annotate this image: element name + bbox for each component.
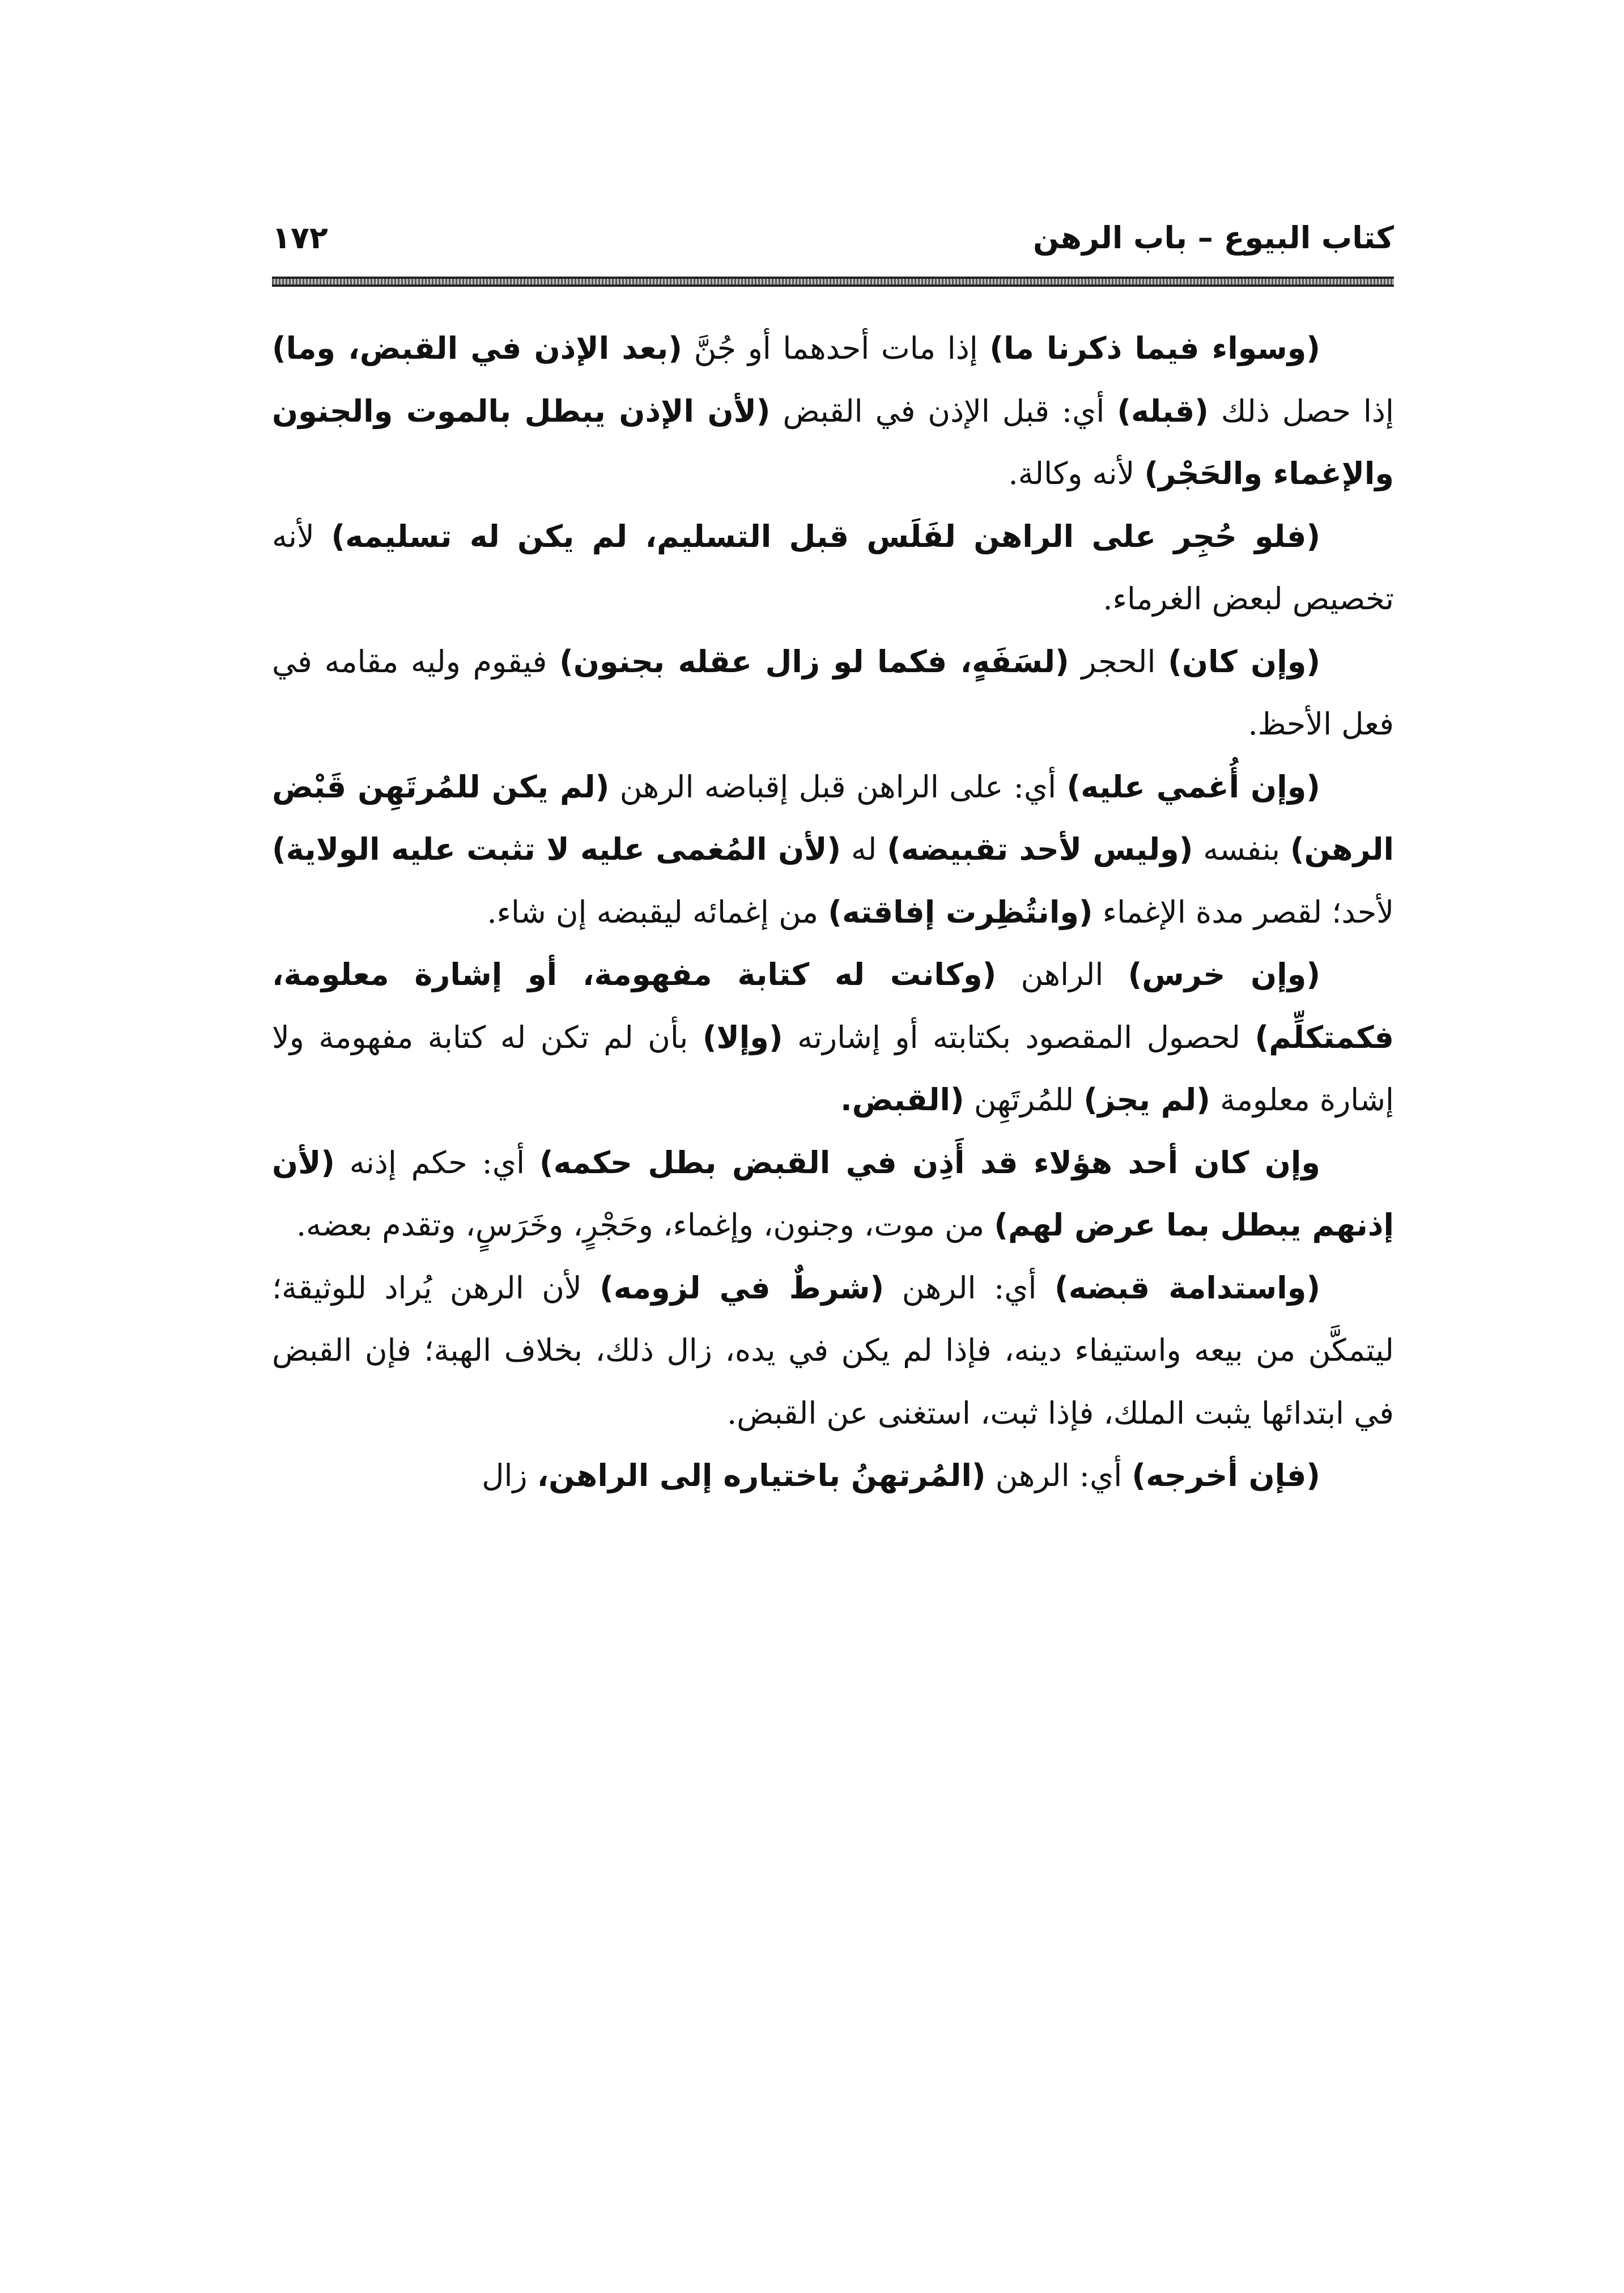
matn-text: (وإلا) bbox=[702, 1019, 783, 1055]
matn-text: (قبله) bbox=[1117, 393, 1209, 429]
commentary-text: لحصول المقصود بكتابته أو إشارته bbox=[783, 1019, 1255, 1055]
commentary-text: أي: الرهن bbox=[884, 1269, 1055, 1306]
matn-text: وإن كان أحد هؤلاء قد أَذِن في القبض بطل حكمه) bbox=[539, 1144, 1321, 1181]
matn-text: (لأن إذنهم يبطل بما عرض لهم) bbox=[272, 1144, 1394, 1243]
paragraph bbox=[272, 944, 1394, 1132]
commentary-text: زال bbox=[482, 1458, 537, 1493]
matn-text: (بعد الإذن في القبض، وما) bbox=[272, 330, 682, 366]
matn-text: (لأن الإذن يبطل بالموت والجنون والإغماء والحَجْر) bbox=[272, 393, 1394, 491]
matn-text: (وليس لأحد تقبيضه) bbox=[887, 831, 1193, 867]
matn-text: (وإن كان) bbox=[1168, 643, 1321, 680]
commentary-text: أي: على الراهن قبل إقباضه الرهن bbox=[609, 768, 1067, 805]
matn-text: (وانتُظِرت إفاقته) bbox=[828, 894, 1093, 930]
commentary-text: لأن الرهن يُراد للوثيقة؛ ليتمكَّن من بيعه واستيفاء دينه، فإذا لم يكن في يده، زال ذلك، بخلاف الهبة؛ فإن القبض في ابتدائها يثبت الملك، فإذا ثبت، استغنى عن القبض. bbox=[272, 1269, 1394, 1431]
commentary-text: من موت، وجنون، وإغماء، وحَجْرٍ، وخَرَسٍ، وتقدم بعضه. bbox=[296, 1207, 994, 1243]
commentary-text: إذا مات أحدهما أو جُنَّ bbox=[682, 330, 990, 366]
paragraph bbox=[272, 1445, 1394, 1508]
page-number: ١٧٢ bbox=[272, 220, 328, 256]
matn-text: (القبض. bbox=[840, 1082, 964, 1118]
commentary-text: إذا حصل ذلك bbox=[1208, 393, 1394, 429]
body-text bbox=[272, 317, 1394, 1508]
commentary-text: له bbox=[841, 831, 887, 867]
commentary-text: أي: حكم إذنه bbox=[334, 1144, 539, 1181]
matn-text: (لسَفَهٍ، فكما لو زال عقله بجنون) bbox=[559, 643, 1069, 680]
matn-text: (واستدامة قبضه) bbox=[1055, 1269, 1321, 1306]
matn-text: (لم يجز) bbox=[1083, 1082, 1210, 1118]
paragraph bbox=[272, 317, 1394, 506]
commentary-text: للمُرتَهِن bbox=[964, 1082, 1084, 1118]
header-rule bbox=[272, 277, 1394, 287]
matn-text: (وكانت له كتابة مفهومة، أو إشارة معلومة، فكمتكلِّم) bbox=[272, 957, 1394, 1055]
commentary-text: بأن لم تكن له كتابة مفهومة ولا إشارة معلومة bbox=[272, 1019, 1394, 1118]
matn-text: (وإن خرس) bbox=[1128, 957, 1321, 992]
commentary-text: لأنه وكالة. bbox=[1008, 456, 1145, 491]
paragraph bbox=[272, 1132, 1394, 1257]
matn-text: (المُرتهنُ باختياره إلى الراهن، bbox=[537, 1458, 986, 1493]
matn-text: (شرطٌ في لزومه) bbox=[600, 1269, 885, 1306]
page-header bbox=[272, 210, 1394, 266]
commentary-text: من إغمائه ليقبضه إن شاء. bbox=[487, 894, 828, 930]
commentary-text: لأنه تخصيص لبعض الغرماء. bbox=[272, 518, 1394, 617]
running-title: كتاب البيوع – باب الرهن bbox=[1032, 220, 1394, 256]
commentary-text: الراهن bbox=[996, 957, 1128, 992]
commentary-text: أي: الرهن bbox=[985, 1458, 1132, 1493]
commentary-text: الحجر bbox=[1069, 643, 1168, 680]
matn-text: (فإن أخرجه) bbox=[1132, 1458, 1320, 1493]
paragraph bbox=[272, 631, 1394, 756]
matn-text: (وإن أُغمي عليه) bbox=[1066, 768, 1320, 805]
paragraph bbox=[272, 506, 1394, 631]
commentary-text: فيقوم وليه مقامه في فعل الأحظ. bbox=[272, 643, 1394, 742]
commentary-text: أي: قبل الإذن في القبض bbox=[770, 393, 1117, 429]
commentary-text: بنفسه bbox=[1193, 831, 1290, 867]
matn-text: (وسواء فيما ذكرنا ما) bbox=[989, 330, 1320, 366]
matn-text: (لم يكن للمُرتَهِن قَبْض الرهن) bbox=[272, 768, 1394, 867]
matn-text: (لأن المُغمى عليه لا تثبت عليه الولاية) bbox=[272, 831, 841, 867]
matn-text: (فلو حُجِر على الراهن لفَلَس قبل التسليم، لم يكن له تسليمه) bbox=[331, 518, 1320, 554]
commentary-text: لأحد؛ لقصر مدة الإغماء bbox=[1092, 894, 1394, 930]
paragraph bbox=[272, 756, 1394, 944]
paragraph bbox=[272, 1257, 1394, 1445]
